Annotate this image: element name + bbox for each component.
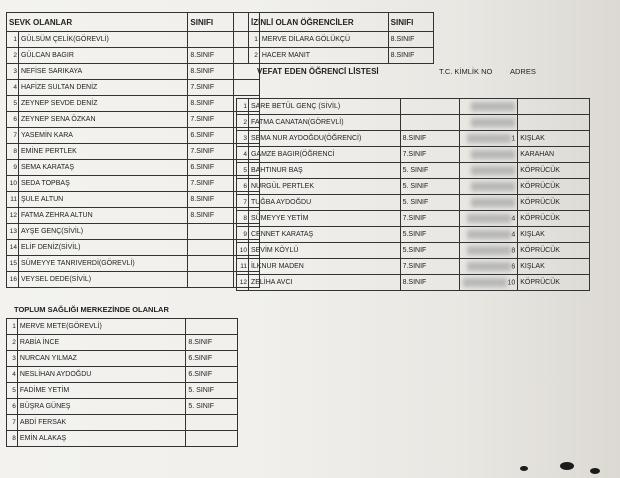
vefat-addr-cell <box>518 115 590 131</box>
vefat-addr-cell: KIŞLAK <box>518 131 590 147</box>
sevk-n-cell: 6 <box>7 112 19 128</box>
vefat-cls-cell <box>400 99 460 115</box>
sevk-n-cell: 15 <box>7 256 19 272</box>
toplum-cls-cell: 5. SINIF <box>186 383 238 399</box>
vefat-cls-cell <box>400 115 460 131</box>
empty-cell <box>234 64 260 80</box>
vefat-cls-cell: 5.SINIF <box>400 227 460 243</box>
vefat-n-cell: 11 <box>237 259 249 275</box>
toplum-name-cell: FADİME YETİM <box>17 383 185 399</box>
toplum-cls-cell <box>186 319 238 335</box>
table-row <box>237 275 590 291</box>
sevk-n-cell: 9 <box>7 160 19 176</box>
sevk-n-cell: 11 <box>7 192 19 208</box>
vefat-tc-cell <box>460 115 518 131</box>
redacted-id <box>467 134 511 143</box>
vefat-name-cell: NURGÜL PERTLEK <box>248 179 400 195</box>
table-row <box>7 128 260 144</box>
izinli-name-cell: HACER MANIT <box>259 48 388 64</box>
toplum-n-cell: 6 <box>7 399 18 415</box>
toplum-cls-cell <box>186 415 238 431</box>
vefat-name-cell: CENNET KARATAŞ <box>248 227 400 243</box>
ink-smudge <box>560 462 574 470</box>
sevk-cls-cell: 8.SINIF <box>188 208 234 224</box>
sevk-cls-cell <box>188 240 234 256</box>
sevk-table <box>6 12 260 288</box>
vefat-tc-cell <box>460 227 518 243</box>
table-row <box>249 32 434 48</box>
table-row <box>7 335 238 351</box>
vefat-tc-cell <box>460 147 518 163</box>
table-row <box>237 259 590 275</box>
vefat-title: VEFAT EDEN ÖĞRENCİ LİSTESİ <box>257 67 379 76</box>
toplum-n-cell: 3 <box>7 351 18 367</box>
sevk-name-cell: YASEMİN KARA <box>18 128 187 144</box>
table-row <box>7 208 260 224</box>
vefat-n-cell: 2 <box>237 115 249 131</box>
sevk-n-cell: 2 <box>7 48 19 64</box>
sevk-name-cell: EMİNE PERTLEK <box>18 144 187 160</box>
table-row <box>7 367 238 383</box>
table-row <box>7 80 260 96</box>
sevk-cls-cell: 6.SINIF <box>188 128 234 144</box>
sevk-n-cell: 7 <box>7 128 19 144</box>
vefat-cls-cell: 8.SINIF <box>400 131 460 147</box>
tc-header: T.C. KİMLİK NO <box>439 67 493 76</box>
sevk-cls-cell: 7.SINIF <box>188 80 234 96</box>
table-row <box>7 64 260 80</box>
ink-smudge <box>590 468 600 474</box>
sevk-n-cell: 12 <box>7 208 19 224</box>
vefat-n-cell: 7 <box>237 195 249 211</box>
table-row <box>7 192 260 208</box>
vefat-n-cell: 10 <box>237 243 249 259</box>
sevk-name-cell: AYŞE GENÇ(SİVİL) <box>18 224 187 240</box>
sevk-name-cell: HAFİZE SULTAN DENİZ <box>18 80 187 96</box>
vefat-n-cell: 5 <box>237 163 249 179</box>
redacted-id <box>467 262 511 271</box>
sevk-cls-cell: 7.SINIF <box>188 176 234 192</box>
id-suffix: 10 <box>507 279 516 287</box>
sevk-cls-cell: 7.SINIF <box>188 112 234 128</box>
table-row <box>237 227 590 243</box>
sevk-name-cell: NEFİSE SARIKAYA <box>18 64 187 80</box>
izinli-table <box>248 12 434 64</box>
vefat-n-cell: 8 <box>237 211 249 227</box>
sevk-cls-cell <box>188 224 234 240</box>
address-header: ADRES <box>510 67 536 76</box>
vefat-addr-cell: KIŞLAK <box>518 227 590 243</box>
sevk-n-cell: 4 <box>7 80 19 96</box>
vefat-n-cell: 4 <box>237 147 249 163</box>
toplum-n-cell: 5 <box>7 383 18 399</box>
sevk-name-cell: SEMA KARATAŞ <box>18 160 187 176</box>
vefat-tc-cell <box>460 275 518 291</box>
ink-smudge <box>520 466 528 471</box>
vefat-name-cell: GAMZE BAGIR(ÖĞRENCİ <box>248 147 400 163</box>
table-row <box>7 415 238 431</box>
vefat-name-cell: FATMA CANATAN(GÖREVLİ) <box>248 115 400 131</box>
table-row <box>7 399 238 415</box>
sevk-name-cell: ELİF DENİZ(SİVİL) <box>18 240 187 256</box>
sevk-cls-cell: 8.SINIF <box>188 64 234 80</box>
redacted-id <box>471 182 515 191</box>
sevk-n-cell: 1 <box>7 32 19 48</box>
sevk-name-cell: GÜLCAN BAGIR <box>18 48 187 64</box>
sevk-cls-cell <box>188 256 234 272</box>
sevk-cls-cell: 8.SINIF <box>188 96 234 112</box>
id-suffix: 4 <box>511 231 516 239</box>
redacted-id <box>471 166 515 175</box>
id-suffix: 4 <box>511 215 516 223</box>
toplum-n-cell: 2 <box>7 335 18 351</box>
table-row <box>237 131 590 147</box>
table-row <box>7 351 238 367</box>
izinli-title: İZİNLİ OLAN ÖĞRENCİLER <box>249 13 389 32</box>
table-row <box>7 160 260 176</box>
sevk-cls-cell: 6.SINIF <box>188 160 234 176</box>
table-row <box>7 176 260 192</box>
sevk-n-cell: 10 <box>7 176 19 192</box>
vefat-n-cell: 6 <box>237 179 249 195</box>
table-row <box>237 179 590 195</box>
toplum-n-cell: 1 <box>7 319 18 335</box>
izinli-name-cell: MERVE DİLARA GÖLÜKÇÜ <box>259 32 388 48</box>
redacted-id <box>471 118 515 127</box>
id-suffix: 8 <box>511 247 516 255</box>
sevk-name-cell: SÜMEYYE TANRIVERDİ(GÖREVLİ) <box>18 256 187 272</box>
izinli-class-header: SINIFI <box>388 13 433 32</box>
toplum-name-cell: RABİA İNCE <box>17 335 185 351</box>
sevk-name-cell: ZEYNEP SENA ÖZKAN <box>18 112 187 128</box>
vefat-tc-cell <box>460 99 518 115</box>
sevk-n-cell: 3 <box>7 64 19 80</box>
vefat-addr-cell: KÖPRÜCÜK <box>518 243 590 259</box>
sevk-n-cell: 16 <box>7 272 19 288</box>
toplum-name-cell: MERVE METE(GÖREVLİ) <box>17 319 185 335</box>
vefat-tc-cell <box>460 259 518 275</box>
toplum-name-cell: ABDİ FERSAK <box>17 415 185 431</box>
id-suffix: 1 <box>511 135 516 143</box>
empty-cell <box>234 80 260 96</box>
vefat-n-cell: 9 <box>237 227 249 243</box>
table-row <box>7 256 260 272</box>
redacted-id <box>463 278 507 287</box>
table-row <box>7 144 260 160</box>
toplum-name-cell: NURCAN YILMAZ <box>17 351 185 367</box>
vefat-addr-cell: KIŞLAK <box>518 259 590 275</box>
toplum-table <box>6 318 238 447</box>
vefat-tc-cell <box>460 131 518 147</box>
redacted-id <box>467 230 511 239</box>
sevk-cls-cell <box>188 272 234 288</box>
sevk-cls-cell: 8.SINIF <box>188 192 234 208</box>
toplum-cls-cell <box>186 431 238 447</box>
table-row <box>237 147 590 163</box>
table-row <box>7 32 260 48</box>
table-row <box>7 319 238 335</box>
vefat-addr-cell: KÖPRÜCÜK <box>518 211 590 227</box>
vefat-cls-cell: 5.SINIF <box>400 243 460 259</box>
vefat-name-cell: SEVİM KÖYLÜ <box>248 243 400 259</box>
table-row <box>249 48 434 64</box>
redacted-id <box>471 102 515 111</box>
vefat-addr-cell: KÖPRÜCÜK <box>518 195 590 211</box>
table-row <box>237 163 590 179</box>
vefat-addr-cell: KÖPRÜCÜK <box>518 179 590 195</box>
vefat-name-cell: SEMA NUR AYDOĞDU(ÖĞRENCİ) <box>248 131 400 147</box>
toplum-name-cell: EMİN ALAKAŞ <box>17 431 185 447</box>
sevk-name-cell: GÜLSÜM ÇELİK(GÖREVLİ) <box>18 32 187 48</box>
vefat-tc-cell <box>460 163 518 179</box>
vefat-cls-cell: 5. SINIF <box>400 163 460 179</box>
table-row <box>237 195 590 211</box>
table-row <box>7 240 260 256</box>
toplum-name-cell: NESLİHAN AYDOĞDU <box>17 367 185 383</box>
sevk-name-cell: ZEYNEP SEVDE DENİZ <box>18 96 187 112</box>
toplum-title: TOPLUM SAĞLIĞI MERKEZİNDE OLANLAR <box>14 305 169 314</box>
vefat-addr-cell: KARAHAN <box>518 147 590 163</box>
vefat-name-cell: SARE BETÜL GENÇ (SİVİL) <box>248 99 400 115</box>
table-row <box>7 272 260 288</box>
vefat-name-cell: SÜMEYYE YETİM <box>248 211 400 227</box>
vefat-tc-cell <box>460 211 518 227</box>
sevk-title: SEVK OLANLAR <box>7 13 188 32</box>
id-suffix: 6 <box>511 263 516 271</box>
vefat-cls-cell: 5. SINIF <box>400 195 460 211</box>
toplum-cls-cell: 8.SINIF <box>186 335 238 351</box>
table-row <box>237 115 590 131</box>
izinli-n-cell: 1 <box>249 32 260 48</box>
izinli-cls-cell: 8.SINIF <box>388 32 433 48</box>
toplum-n-cell: 8 <box>7 431 18 447</box>
redacted-id <box>467 214 511 223</box>
table-row <box>237 99 590 115</box>
vefat-addr-cell: KÖPRÜCÜK <box>518 163 590 179</box>
toplum-cls-cell: 5. SINIF <box>186 399 238 415</box>
sevk-class-header: SINIFI <box>188 13 234 32</box>
sevk-n-cell: 13 <box>7 224 19 240</box>
table-row <box>7 383 238 399</box>
sevk-name-cell: VEYSEL DEDE(SİVİL) <box>18 272 187 288</box>
vefat-cls-cell: 5. SINIF <box>400 179 460 195</box>
vefat-cls-cell: 7.SINIF <box>400 147 460 163</box>
toplum-cls-cell: 6.SINIF <box>186 367 238 383</box>
vefat-cls-cell: 7.SINIF <box>400 259 460 275</box>
vefat-cls-cell: 7.SINIF <box>400 211 460 227</box>
vefat-tc-cell <box>460 179 518 195</box>
vefat-name-cell: İLKNUR MADEN <box>248 259 400 275</box>
redacted-id <box>467 246 511 255</box>
sevk-name-cell: FATMA ZEHRA ALTUN <box>18 208 187 224</box>
sevk-name-cell: SEDA TOPBAŞ <box>18 176 187 192</box>
table-row <box>237 243 590 259</box>
vefat-cls-cell: 8.SINIF <box>400 275 460 291</box>
table-row <box>7 96 260 112</box>
table-row <box>7 48 260 64</box>
izinli-cls-cell: 8.SINIF <box>388 48 433 64</box>
sevk-n-cell: 5 <box>7 96 19 112</box>
sevk-cls-cell: 8.SINIF <box>188 48 234 64</box>
sevk-n-cell: 8 <box>7 144 19 160</box>
vefat-name-cell: TUĞBA AYDOĞDU <box>248 195 400 211</box>
sevk-cls-cell <box>188 32 234 48</box>
vefat-tc-cell <box>460 195 518 211</box>
table-row <box>7 224 260 240</box>
toplum-n-cell: 7 <box>7 415 18 431</box>
vefat-n-cell: 1 <box>237 99 249 115</box>
redacted-id <box>471 150 515 159</box>
table-row <box>237 211 590 227</box>
vefat-n-cell: 3 <box>237 131 249 147</box>
vefat-addr-cell <box>518 99 590 115</box>
vefat-tc-cell <box>460 243 518 259</box>
vefat-name-cell: BAHTINUR BAŞ <box>248 163 400 179</box>
vefat-name-cell: ZELİHA AVCI <box>248 275 400 291</box>
toplum-name-cell: BÜŞRA GÜNEŞ <box>17 399 185 415</box>
sevk-name-cell: ŞULE ALTUN <box>18 192 187 208</box>
vefat-table <box>236 98 590 291</box>
sevk-n-cell: 14 <box>7 240 19 256</box>
table-row <box>7 112 260 128</box>
toplum-cls-cell: 6.SINIF <box>186 351 238 367</box>
table-row <box>7 431 238 447</box>
redacted-id <box>471 198 515 207</box>
vefat-addr-cell: KÖPRÜCÜK <box>518 275 590 291</box>
sevk-cls-cell: 7.SINIF <box>188 144 234 160</box>
izinli-n-cell: 2 <box>249 48 260 64</box>
vefat-n-cell: 12 <box>237 275 249 291</box>
toplum-n-cell: 4 <box>7 367 18 383</box>
